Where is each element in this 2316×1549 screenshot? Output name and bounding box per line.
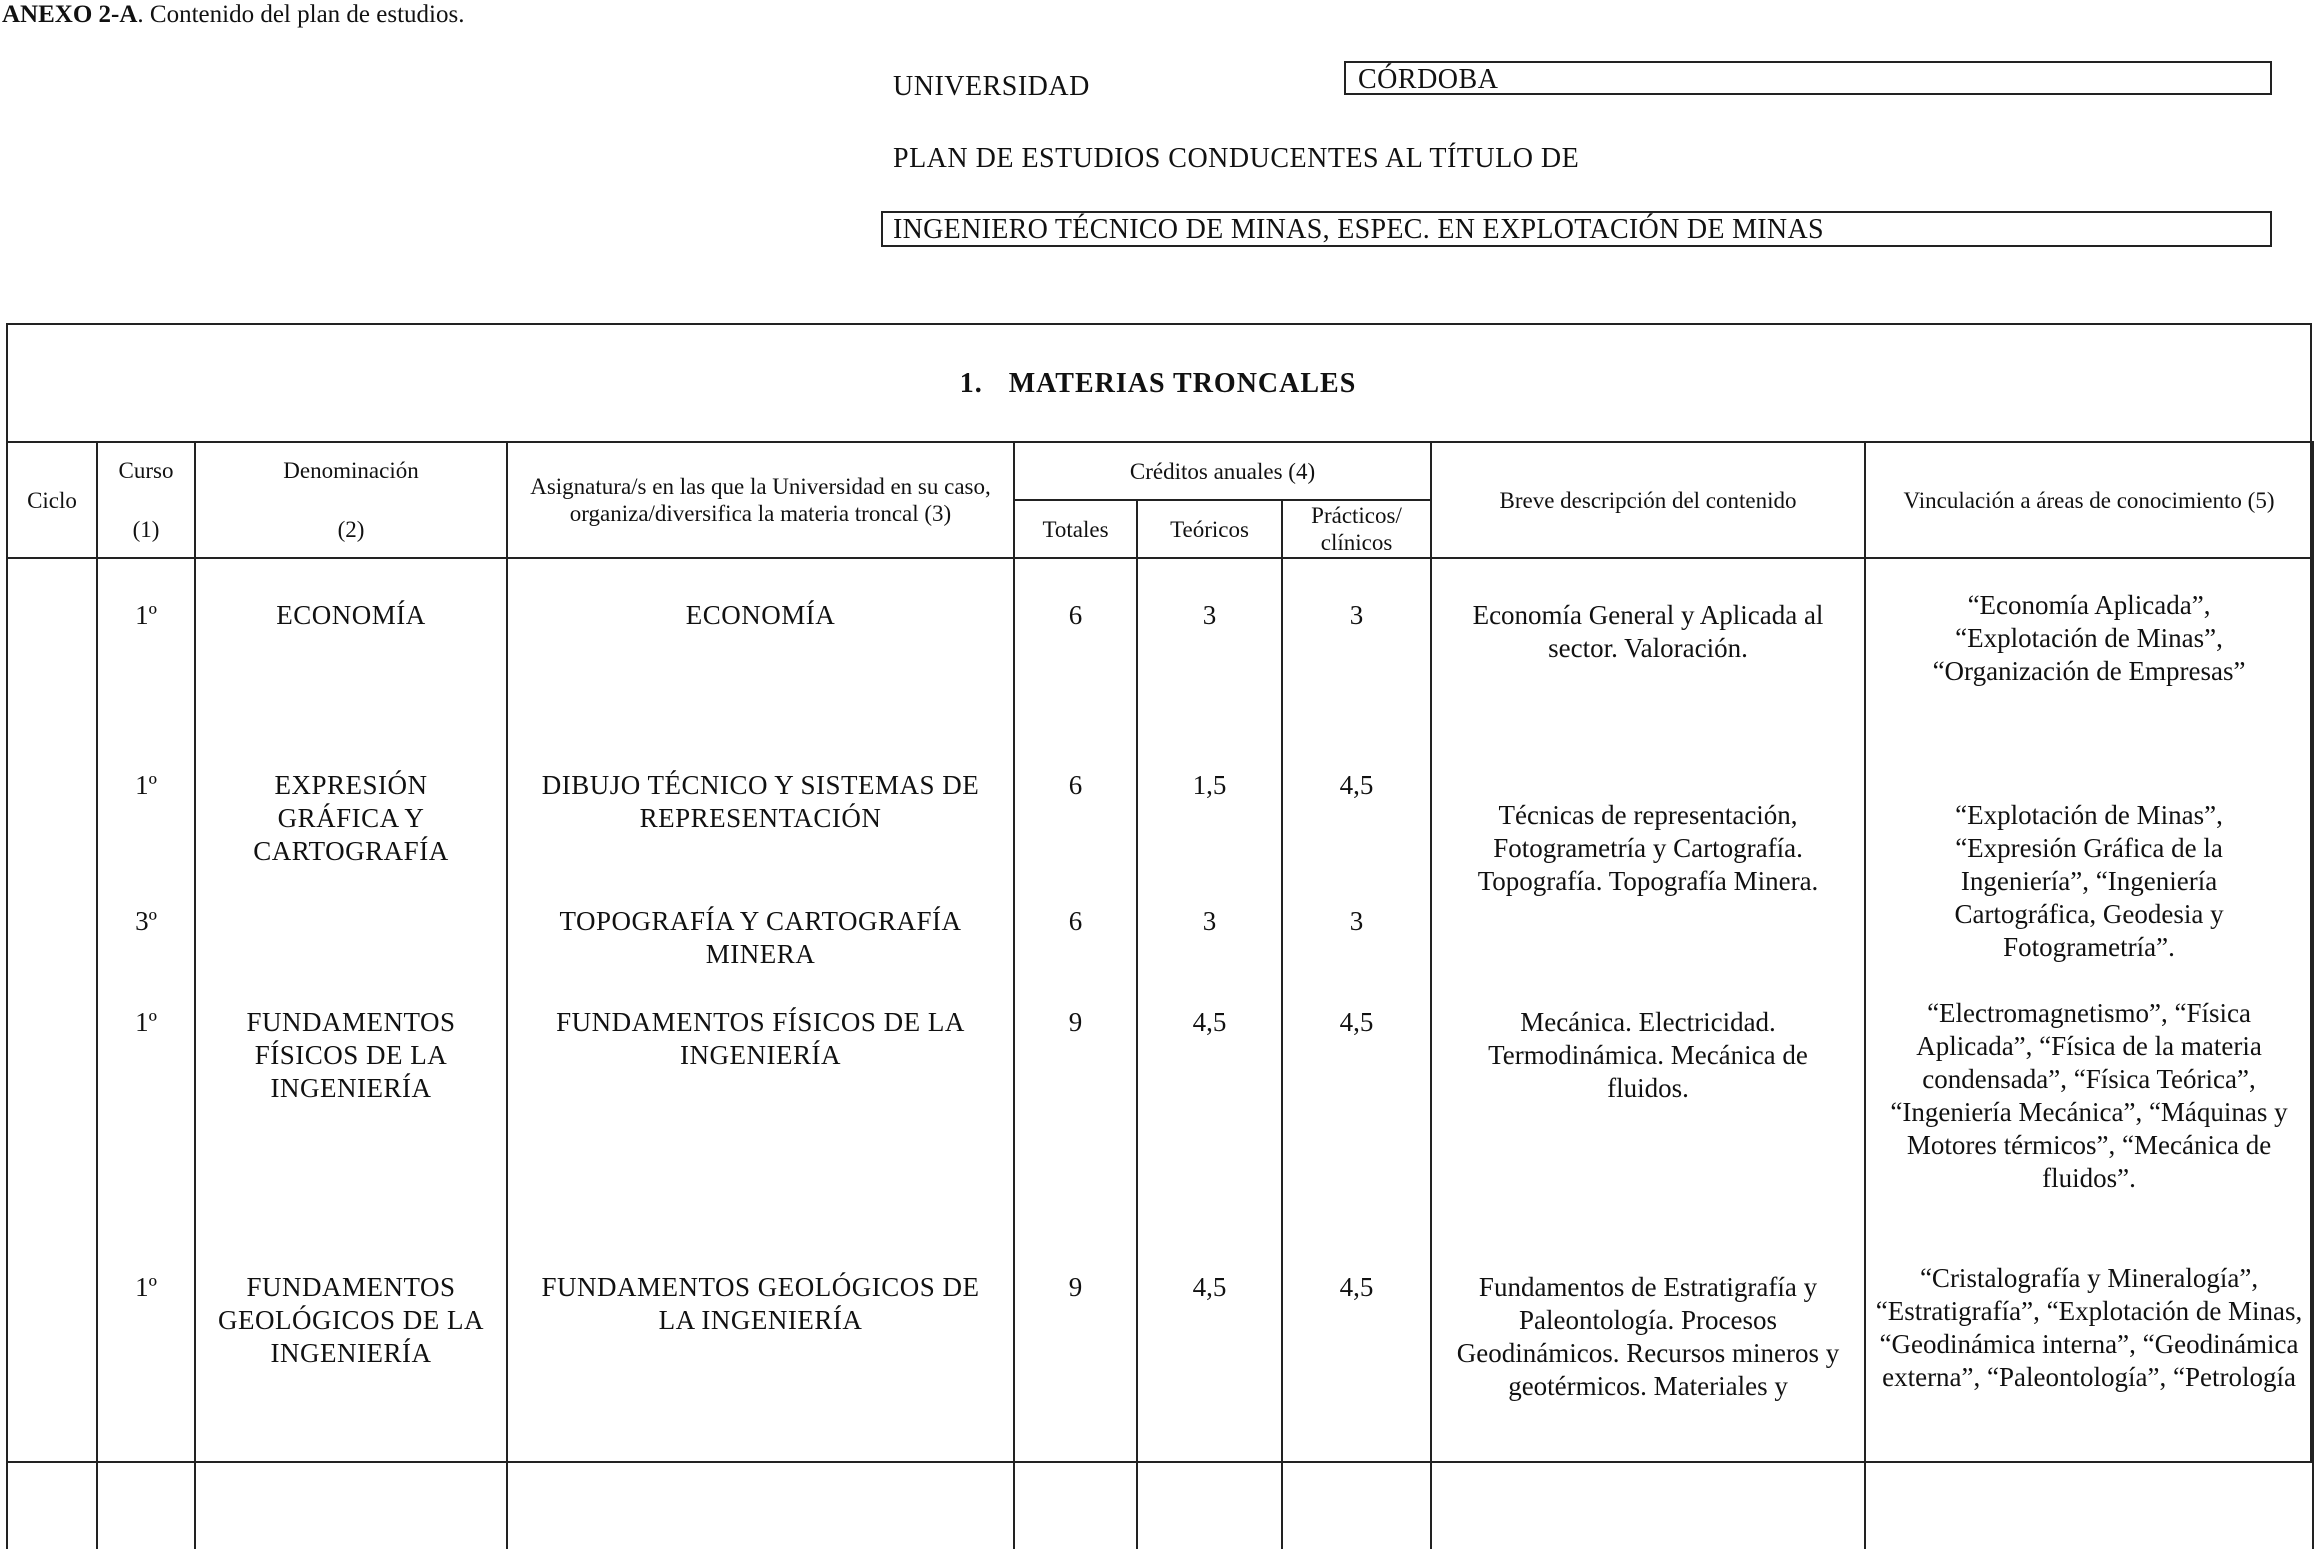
annex-heading xyxy=(2,0,464,30)
row-5-curso: 1º xyxy=(135,1272,157,1302)
col-teoricos-header: Teóricos xyxy=(1137,500,1282,558)
plan-label: PLAN DE ESTUDIOS CONDUCENTES AL TÍTULO DE xyxy=(893,143,1580,174)
annex-description: . Contenido del plan de estudios. xyxy=(137,1,465,28)
row-5-denominacion: FUNDAMENTOS GEOLÓGICOS DE LA INGENIERÍA xyxy=(218,1272,484,1368)
row-4-descripcion: Mecánica. Electricidad. Termodinámica. Mecánica de fluidos. xyxy=(1488,1007,1808,1103)
row-1-totales: 6 xyxy=(1068,600,1083,630)
col-denominacion-header xyxy=(195,442,507,558)
curso-column xyxy=(97,558,195,1549)
section-title xyxy=(0,368,2316,400)
row-4-practicos: 4,5 xyxy=(1339,1007,1374,1037)
row-1-descripcion: Economía General y Aplicada al sector. Valoración. xyxy=(1472,600,1824,663)
teoricos-column xyxy=(1137,558,1282,1549)
denominacion-column xyxy=(195,558,507,1549)
row-4-denominacion: FUNDAMENTOS FÍSICOS DE LA INGENIERÍA xyxy=(246,1007,456,1103)
col-denominacion-note: (2) xyxy=(337,517,365,542)
row-4-curso: 1º xyxy=(135,1007,157,1037)
university-label: UNIVERSIDAD xyxy=(893,71,1090,102)
row-5-practicos: 4,5 xyxy=(1339,1272,1374,1302)
col-descripcion-header: Breve descripción del contenido xyxy=(1431,442,1865,558)
descripcion-column xyxy=(1431,558,1865,1549)
asignatura-column xyxy=(507,558,1014,1549)
totales-column xyxy=(1014,558,1137,1549)
row-2-curso: 1º xyxy=(135,770,157,800)
row-2-descripcion: Técnicas de representación, Fotogrametría y Cartografía. Topografía. Topografía Minera. xyxy=(1477,800,1819,896)
practicos-column xyxy=(1282,558,1431,1549)
university-field: CÓRDOBA xyxy=(1344,61,2272,95)
row-4-totales: 9 xyxy=(1068,1007,1083,1037)
row-1-teoricos: 3 xyxy=(1202,600,1217,630)
row-3-curso: 3º xyxy=(135,906,157,936)
row-2-totales: 6 xyxy=(1068,770,1083,800)
row-3-totales: 6 xyxy=(1068,906,1083,936)
row-4-teoricos: 4,5 xyxy=(1192,1007,1227,1037)
row-2-asignatura: DIBUJO TÉCNICO Y SISTEMAS DE REPRESENTACIÓN xyxy=(541,770,980,833)
vinculacion-column xyxy=(1865,558,2313,1549)
col-curso-label: Curso xyxy=(118,458,174,483)
col-ciclo-header: Ciclo xyxy=(7,442,97,558)
col-creditos-header: Créditos anuales (4) xyxy=(1014,442,1431,500)
row-3-asignatura: TOPOGRAFÍA Y CARTOGRAFÍA MINERA xyxy=(559,906,962,969)
row-4-asignatura: FUNDAMENTOS FÍSICOS DE LA INGENIERÍA xyxy=(556,1007,965,1070)
section-number: 1. xyxy=(959,368,983,399)
row-2-practicos: 4,5 xyxy=(1339,770,1374,800)
col-vinculacion-header: Vinculación a áreas de conocimiento (5) xyxy=(1865,442,2313,558)
col-curso-note: (1) xyxy=(132,517,160,542)
col-practicos-header: Prácticos/ clínicos xyxy=(1282,500,1431,558)
row-2-denominacion: EXPRESIÓN GRÁFICA Y CARTOGRAFÍA xyxy=(253,770,449,866)
degree-title-field: INGENIERO TÉCNICO DE MINAS, ESPEC. EN EXPLOTACIÓN DE MINAS xyxy=(881,211,2272,247)
row-1-asignatura: ECONOMÍA xyxy=(685,600,836,630)
row-5-descripcion: Fundamentos de Estratigrafía y Paleontología. Procesos Geodinámicos. Recursos mineros y geotérmicos. Materiales y xyxy=(1456,1272,1840,1401)
row-1-curso: 1º xyxy=(135,600,157,630)
row-3-practicos: 3 xyxy=(1349,906,1364,936)
col-denominacion-label: Denominación xyxy=(283,458,419,483)
row-4-vinculacion: “Electromagnetismo”, “Física Aplicada”, “Física de la materia condensada”, “Física Teórica”, “Ingeniería Mecánica”, “Máquinas y Motores térmicos”, “Mecánica de fluidos”. xyxy=(1890,998,2288,1193)
col-asignatura-header: Asignatura/s en las que la Universidad en su caso, organiza/diversifica la materia troncal (3) xyxy=(507,442,1014,558)
row-5-totales: 9 xyxy=(1068,1272,1083,1302)
row-5-asignatura: FUNDAMENTOS GEOLÓGICOS DE LA INGENIERÍA xyxy=(541,1272,980,1335)
row-3-teoricos: 3 xyxy=(1202,906,1217,936)
row-1-denominacion: ECONOMÍA xyxy=(276,600,426,630)
col-curso-header xyxy=(97,442,195,558)
subjects-table xyxy=(6,441,2314,1549)
section-name: MATERIAS TRONCALES xyxy=(1008,368,1357,399)
annex-label: ANEXO 2-A xyxy=(2,1,138,28)
row-1-practicos: 3 xyxy=(1349,600,1364,630)
row-5-vinculacion: “Cristalografía y Mineralogía”, “Estratigrafía”, “Explotación de Minas, “Geodinámica interna”, “Geodinámica externa”, “Paleontología”, “Petrología xyxy=(1875,1263,2303,1392)
row-2-vinculacion: “Explotación de Minas”, “Expresión Gráfica de la Ingeniería”, “Ingeniería Cartográfica, Geodesia y Fotogrametría”. xyxy=(1954,800,2224,962)
row-2-teoricos: 1,5 xyxy=(1192,770,1227,800)
col-totales-header: Totales xyxy=(1014,500,1137,558)
ciclo-column xyxy=(7,558,97,1549)
row-5-teoricos: 4,5 xyxy=(1192,1272,1227,1302)
row-1-vinculacion: “Economía Aplicada”, “Explotación de Minas”, “Organización de Empresas” xyxy=(1932,590,2246,686)
